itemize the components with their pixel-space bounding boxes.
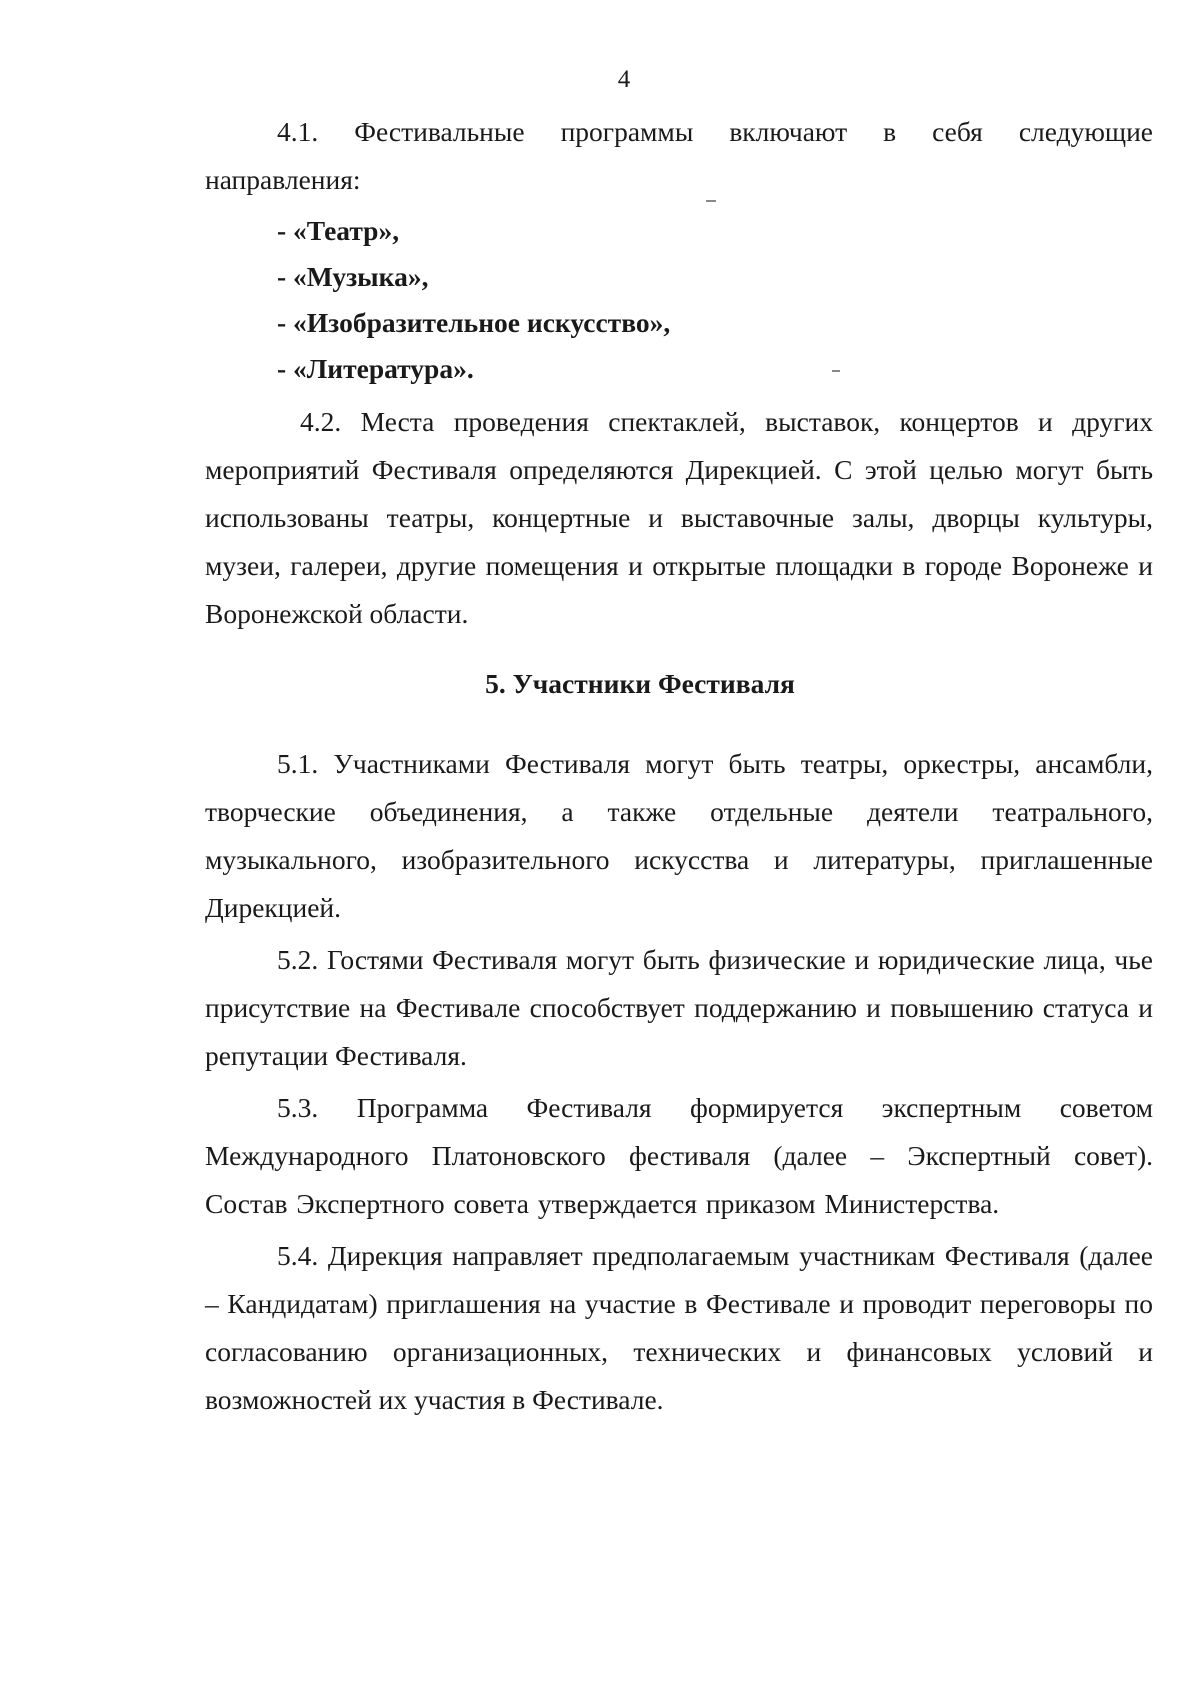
paragraph-5-1: 5.1. Участниками Фестиваля могут быть театры, оркестры, ансамбли, творческие объединения, а также отдельные деятели театрального, музыкального, изобразительного искусства и литературы, приглашенные Дирекцией. [205,748,1153,923]
list-item-music: - «Музыка», [277,261,429,292]
section-4-block [205,108,1153,638]
section-5-block [205,740,1153,1424]
paragraph-4-1: 4.1. Фестивальные программы включают в себя следующие [277,116,1153,147]
paragraph-5-4: 5.4. Дирекция направляет предполагаемым участникам Фестиваля (далее – Кандидатам) приглашения на участие в Фестивале и проводит переговоры по согласованию организационных, технических и финансовых условий и возможностей их участия в Фестивале. [205,1240,1153,1415]
paragraph-4-2: 4.2. Места проведения спектаклей, выставок, концертов и других мероприятий Фестиваля определяются Дирекцией. С этой целью могут быть использованы театры, концертные и выставочные залы, дворцы культуры, музеи, галереи, другие помещения и открытые площадки в городе Воронеже и Воронежской области. [205,406,1153,629]
list-item-theatre: - «Театр», [277,215,400,246]
scan-speck [706,200,716,202]
section-5-heading: 5. Участники Фестиваля [485,668,795,699]
paragraph-5-2: 5.2. Гостями Фестиваля могут быть физические и юридические лица, чье присутствие на Фестивале способствует поддержанию и повышению статуса и репутации Фестиваля. [205,944,1153,1071]
paragraph-5-3: 5.3. Программа Фестиваля формируется экспертным советом Международного Платоновского фестиваля (далее – Экспертный совет). Состав Экспертного совета утверждается приказом Министерства. [205,1092,1153,1219]
page-number: 4 [617,66,631,93]
list-item-literature: - «Литература». [277,353,474,384]
list-item-fine-art: - «Изобразительное искусство», [277,307,671,338]
scan-speck [832,370,840,372]
paragraph-4-1-continuation: направления: [205,164,361,195]
